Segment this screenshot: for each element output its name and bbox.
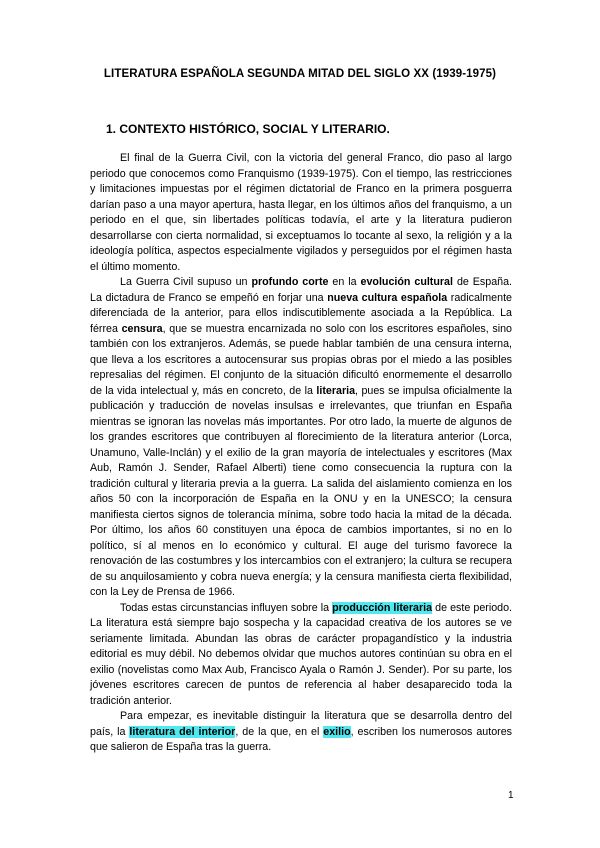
paragraph-3 [90,601,512,710]
paragraph-text: La Guerra Civil supuso un [120,276,252,288]
paragraph-4 [90,709,512,756]
bold-term: nueva cultura española [327,291,448,304]
paragraph-text: , escriben los numerosos autores que salieron de España tras la guerra. [90,725,513,753]
highlighted-term: exilio [323,725,351,738]
paragraph-text: , de la que, en el [235,725,324,738]
paragraph-text: , que se muestra encarnizada no solo con los escritores españoles, sino también con los extranjeros. Además, se puede hablar también de una censura interna, que lleva a los escritores a autocensurar sus propias obras por el miedo a las posibles represalias del régimen. El conjunto de la situación dificultó enormemente el desarrollo de la vida intelectual y, más en concreto, de la [90,322,512,397]
paragraph-1 [90,151,512,275]
paragraph-text: radicalmente diferenciada de la anterior, para ellos indiscutiblemente asociada a la República. La férrea [90,291,512,335]
paragraph-text: en la [328,276,361,288]
paragraph-text: Para empezar, es inevitable distinguir la literatura que se desarrolla dentro del país, la [90,710,512,738]
paragraph-2 [90,275,512,601]
highlighted-term: literatura del interior [129,725,236,738]
page-number: 1 [508,790,514,801]
paragraph-text: de este periodo. La literatura está siempre bajo sospecha y la capacidad creativa de los autores se ve seriamente limitada. Abundan las obras de carácter propagandístico y la industria editorial es muy débil. No debemos olvidar que muchos autores continúan su obra en el exilio (novelistas como Max Aub, Francisco Ayala o Ramón J. Sender). Por su parte, los jóvenes escritores carecen de puntos de referencia al haber desaparecido toda la tradición anterior. [90,601,512,707]
section-heading: 1. CONTEXTO HISTÓRICO, SOCIAL Y LITERARIO. [106,122,390,136]
bold-term: censura [121,322,163,335]
paragraph-text: , pues se impulsa oficialmente la publicación y traducción de novelas insulsas e irrelevantes, que triunfan en España mientras se ignoran las novelas más importantes. Por otro lado, la muerte de algunos de los grandes escritores que contribuyen al florecimiento de la literatura anterior (Lorca, Unamuno, Valle-Inclán) y el exilio de la gran mayoría de intelectuales y escritores (Max Aub, Ramón J. Sender, Rafael Alberti) tiene como consecuencia la ruptura con la tradición cultural y literaria previa a la guerra. La salida del aislamiento comienza en los años 50 con la incorporación de España en la ONU y en la UNESCO; la censura manifiesta ciertos signos de tolerancia mínima, sobre todo hacia la mitad de la década. Por último, los años 60 constituyen una época de cambios importantes, si no en lo político, sí al menos en lo económico y cultural. El auge del turismo favorece la renovación de las costumbres y los intercambios con el extranjero; la cultura se recupera de su anquilosamiento y cobra nueva energía; y la censura manifiesta cierta flexibilidad, con la Ley de Prensa de 1966. [90,384,512,598]
highlighted-term: producción literaria [332,601,433,614]
document-body [90,151,512,756]
document-title: LITERATURA ESPAÑOLA SEGUNDA MITAD DEL SIGLO XX (1939-1975) [103,68,497,80]
bold-term: profundo corte [251,276,329,288]
paragraph-text: El final de la Guerra Civil, con la victoria del general Franco, dio paso al largo periodo que conocemos como Franquismo (1939-1975). Con el tiempo, las restricciones y limitaciones impuestas por el régimen dictatorial de Franco en la primera posguerra darían paso a una mayor apertura, hasta llegar, en los últimos años del franquismo, a un periodo en el que, sin libertades políticas todavía, el arte y la literatura pudieron desarrollarse con cierta normalidad, si exceptuamos lo tocante al sexo, la religión y a la ideología política, aspectos especialmente vigilados y perseguidos por el régimen hasta el último momento. [90,152,512,273]
bold-term: evolución cultural [360,276,453,288]
bold-term: literaria [316,384,356,397]
paragraph-text: de España. La dictadura de Franco se empeñó en forjar una [90,276,512,304]
paragraph-text: Todas estas circunstancias influyen sobre la [120,601,333,614]
